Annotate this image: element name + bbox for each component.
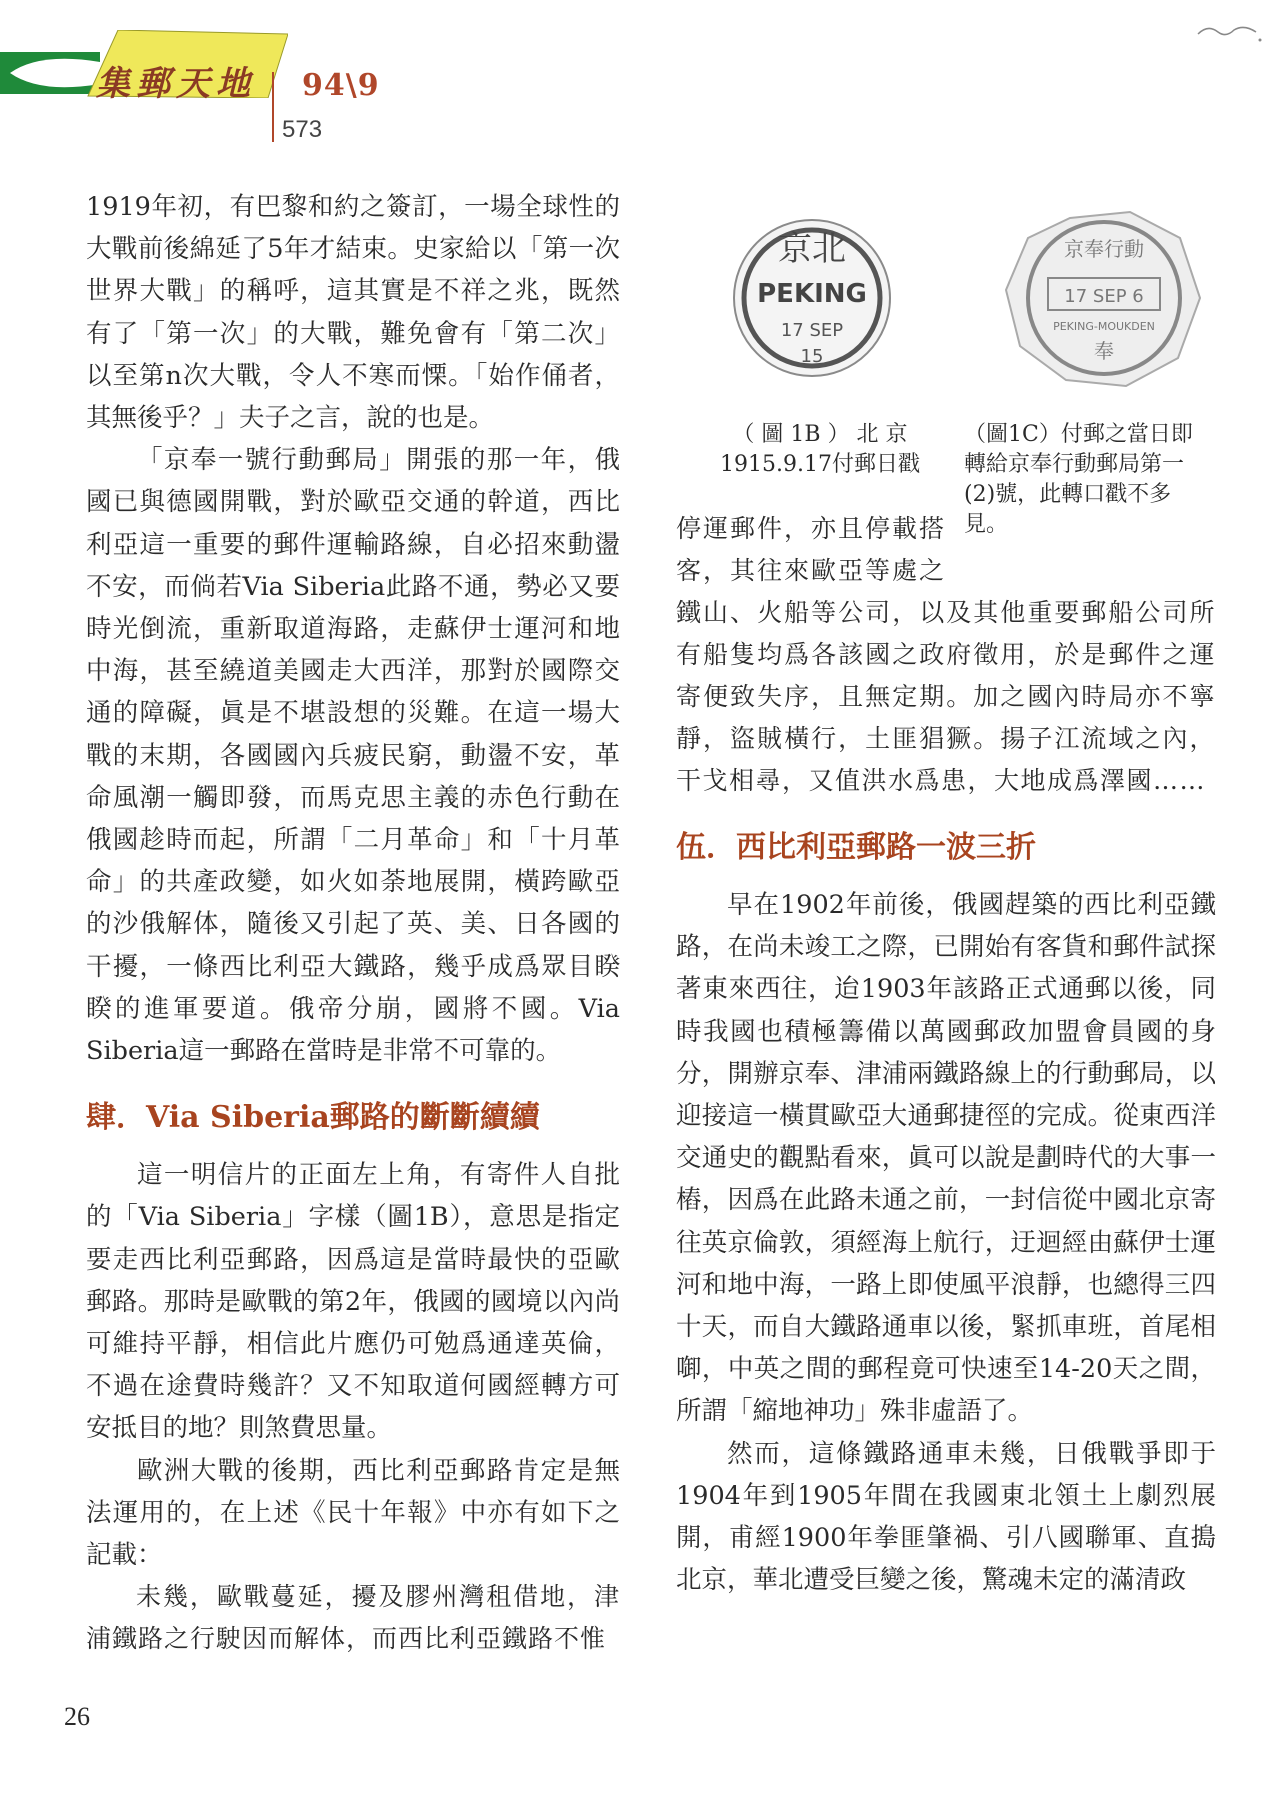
page-number: 26: [64, 1702, 90, 1731]
stamp2-date: 17 SEP 6: [1064, 286, 1144, 307]
paragraph: 1919年初，有巴黎和約之簽訂，一場全球性的大戰前後綿延了5年才結束。史家給以「第一次世界大戰」的稱呼，這其實是不祥之兆，既然有了「第一次」的大戰，難免會有「第二次」以至第n次大戰，令人不寒而慄。「始作俑者，其無後乎？」夫子之言，說的也是。: [86, 192, 620, 434]
peking-postmark-image: [734, 220, 890, 376]
paragraph: 然而，這條鐵路通車未幾，日俄戰爭即于1904年到1905年間在我國東北領土上劇烈展開，甫經1900年拳匪肇禍、引八國聯軍、直搗北京，華北遭受巨變之後，驚魂未定的滿清政: [676, 1438, 1216, 1596]
paragraph: 歐洲大戰的後期，西比利亞郵路肯定是無法運用的，在上述《民十年報》中亦有如下之記載：: [86, 1455, 620, 1571]
quote-continued-narrow: 停運郵件，亦且停載搭客，其往來歐亞等處之: [676, 514, 947, 585]
stamp1-middle: PEKING: [757, 279, 867, 309]
issue-label: 94\9: [302, 68, 380, 103]
caption-figure-1c: （圖1C）付郵之當日即轉給京奉行動郵局第一(2)號，此轉口戳不多見。: [964, 422, 1193, 537]
section-heading-4: 肆．Via Siberia郵路的斷斷續續: [86, 1100, 540, 1136]
header-divider: [272, 72, 274, 142]
paragraph: 這一明信片的正面左上角，有寄件人自批的「Via Siberia」字樣（圖1B），意思是指定要走西比利亞郵路，因爲這是當時最快的亞歐郵路。那時是歐戰的第2年，俄國的國境以內尚可維持平靜，相信此片應仍可勉爲通達英倫，不過在途費時幾許？又不知取道何國經轉方可安抵目的地？則煞費思量。: [86, 1160, 620, 1444]
issue-number: 573: [282, 116, 323, 143]
stamp1-date: 17 SEP: [780, 320, 844, 341]
magazine-header: [0, 20, 420, 160]
magazine-title: 集郵天地: [96, 64, 256, 104]
stamp2-top: 京奉行動: [1064, 237, 1144, 261]
stamp1-top: 京北: [778, 229, 846, 269]
paragraph: 「京奉一號行動郵局」開張的那一年，俄國已與德國開戰，對於歐亞交通的幹道，西比利亞這一重要的郵件運輸路線，自必招來動盪不安，而倘若Via Siberia此路不通，勢必又要時光倒流，重新取道海路，走蘇伊士運河和地中海，甚至繞道美國走大西洋，那對於國際交通的障礙，眞是不堪設想的災難。在這一場大戰的末期，各國國內兵疲民窮，動盪不安，革命風潮一觸即發，而馬克思主義的赤色行動在俄國趁時而起，所謂「二月革命」和「十月革命」的共產政變，如火如荼地展開，橫跨歐亞的沙俄解体，隨後又引起了英、美、日各國的干擾，一條西比利亞大鐵路，幾乎成爲眾目睽睽的進軍要道。俄帝分崩，國將不國。Via Siberia這一郵路在當時是非常不可靠的。: [86, 445, 620, 1067]
left-column: [86, 186, 620, 1660]
caption-figure-1b: [700, 420, 940, 480]
stamp2-middle: PEKING-MOUKDEN: [1053, 320, 1155, 333]
paragraph: 早在1902年前後，俄國趕築的西比利亞鐵路，在尚未竣工之際，已開始有客貨和郵件試探著東來西往，迨1903年該路正式通郵以後，同時我國也積極籌備以萬國郵政加盟會員國的身分，開辦京奉、津浦兩鐵路線上的行動郵局，以迎接這一橫貫歐亞大通郵捷徑的完成。從東西洋交通史的觀點看來，眞可以說是劃時代的大事一樁，因爲在此路未通之前，一封信從中國北京寄往英京倫敦，須經海上航行，迂迴經由蘇伊士運河和地中海，一路上即使風平浪靜，也總得三四十天，而自大鐵路通車以後，緊抓車班，首尾相啣，中英之間的郵程竟可快速至14-20天之間，所謂「縮地神功」殊非虛語了。: [676, 890, 1216, 1427]
stamp1-bottom: 15: [800, 346, 824, 367]
postmark-figures: [730, 198, 1250, 408]
section-heading-5: 伍．西比利亞郵路一波三折: [676, 830, 1036, 865]
stamp2-bottom: 奉: [1094, 339, 1114, 363]
caption-1b-line1: （ 圖 1B ） 北 京: [732, 422, 908, 447]
corner-scribble: [1196, 22, 1264, 46]
caption-1b-line2: 1915.9.17付郵日戳: [720, 452, 920, 477]
quote-text: 未幾，歐戰蔓延，擾及膠州灣租借地，津浦鐵路之行駛因而解体，而西比利亞鐵路不惟: [86, 1582, 620, 1654]
peking-moukden-postmark-image: [1006, 212, 1200, 386]
quote-continued: 鐵山、火船等公司，以及其他重要郵船公司所有船隻均爲各該國之政府徵用，於是郵件之運寄便致失序，且無定期。加之國內時局亦不寧靜，盜賊橫行，土匪猖獗。揚子江流域之內，干戈相尋，又值洪水爲患，大地成爲澤國……: [676, 598, 1216, 795]
right-column: [676, 592, 1216, 1601]
